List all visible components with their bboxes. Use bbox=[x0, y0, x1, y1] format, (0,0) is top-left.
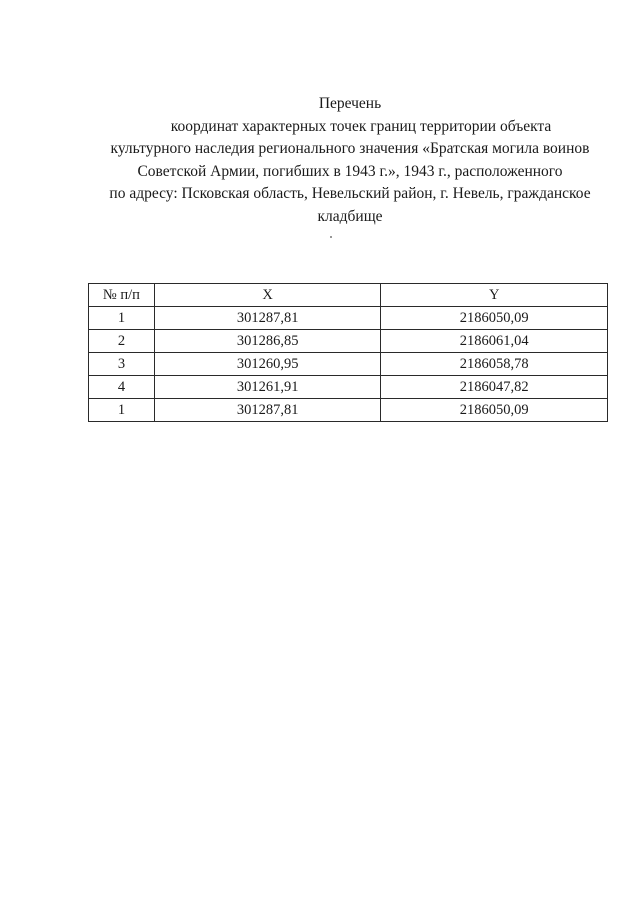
cell-x: 301261,91 bbox=[154, 376, 381, 399]
heading-line-6: кладбище bbox=[317, 207, 383, 225]
cell-y: 2186058,78 bbox=[381, 353, 608, 376]
scan-speck bbox=[330, 236, 332, 238]
cell-y: 2186047,82 bbox=[381, 376, 608, 399]
cell-x: 301287,81 bbox=[154, 399, 381, 422]
heading-title: Перечень bbox=[318, 95, 382, 112]
cell-y: 2186061,04 bbox=[381, 330, 608, 353]
cell-number: 1 bbox=[89, 399, 155, 422]
table-row bbox=[89, 376, 608, 399]
document-heading bbox=[80, 93, 620, 228]
heading-line-5: по адресу: Псковская область, Невельский район, г. Невель, гражданское bbox=[109, 185, 591, 202]
heading-line-4: Советской Армии, погибших в 1943 г.», 1943 г., расположенного bbox=[137, 162, 563, 180]
cell-number: 1 bbox=[89, 307, 155, 330]
cell-y: 2186050,09 bbox=[381, 399, 608, 422]
cell-x: 301260,95 bbox=[154, 353, 381, 376]
cell-number: 3 bbox=[89, 353, 155, 376]
cell-x: 301286,85 bbox=[154, 330, 381, 353]
table-row bbox=[89, 330, 608, 353]
cell-number: 4 bbox=[89, 376, 155, 399]
table-header-row bbox=[89, 284, 608, 307]
heading-line-2: координат характерных точек границ территории объекта bbox=[170, 117, 552, 135]
header-x: X bbox=[154, 284, 381, 307]
table-row bbox=[89, 307, 608, 330]
cell-x: 301287,81 bbox=[154, 307, 381, 330]
header-number: № п/п bbox=[89, 284, 155, 307]
cell-y: 2186050,09 bbox=[381, 307, 608, 330]
table-row bbox=[89, 353, 608, 376]
cell-number: 2 bbox=[89, 330, 155, 353]
header-y: Y bbox=[381, 284, 608, 307]
heading-line-3: культурного наследия регионального значения «Братская могила воинов bbox=[110, 140, 590, 157]
coordinates-table bbox=[88, 283, 608, 422]
table-row bbox=[89, 399, 608, 422]
